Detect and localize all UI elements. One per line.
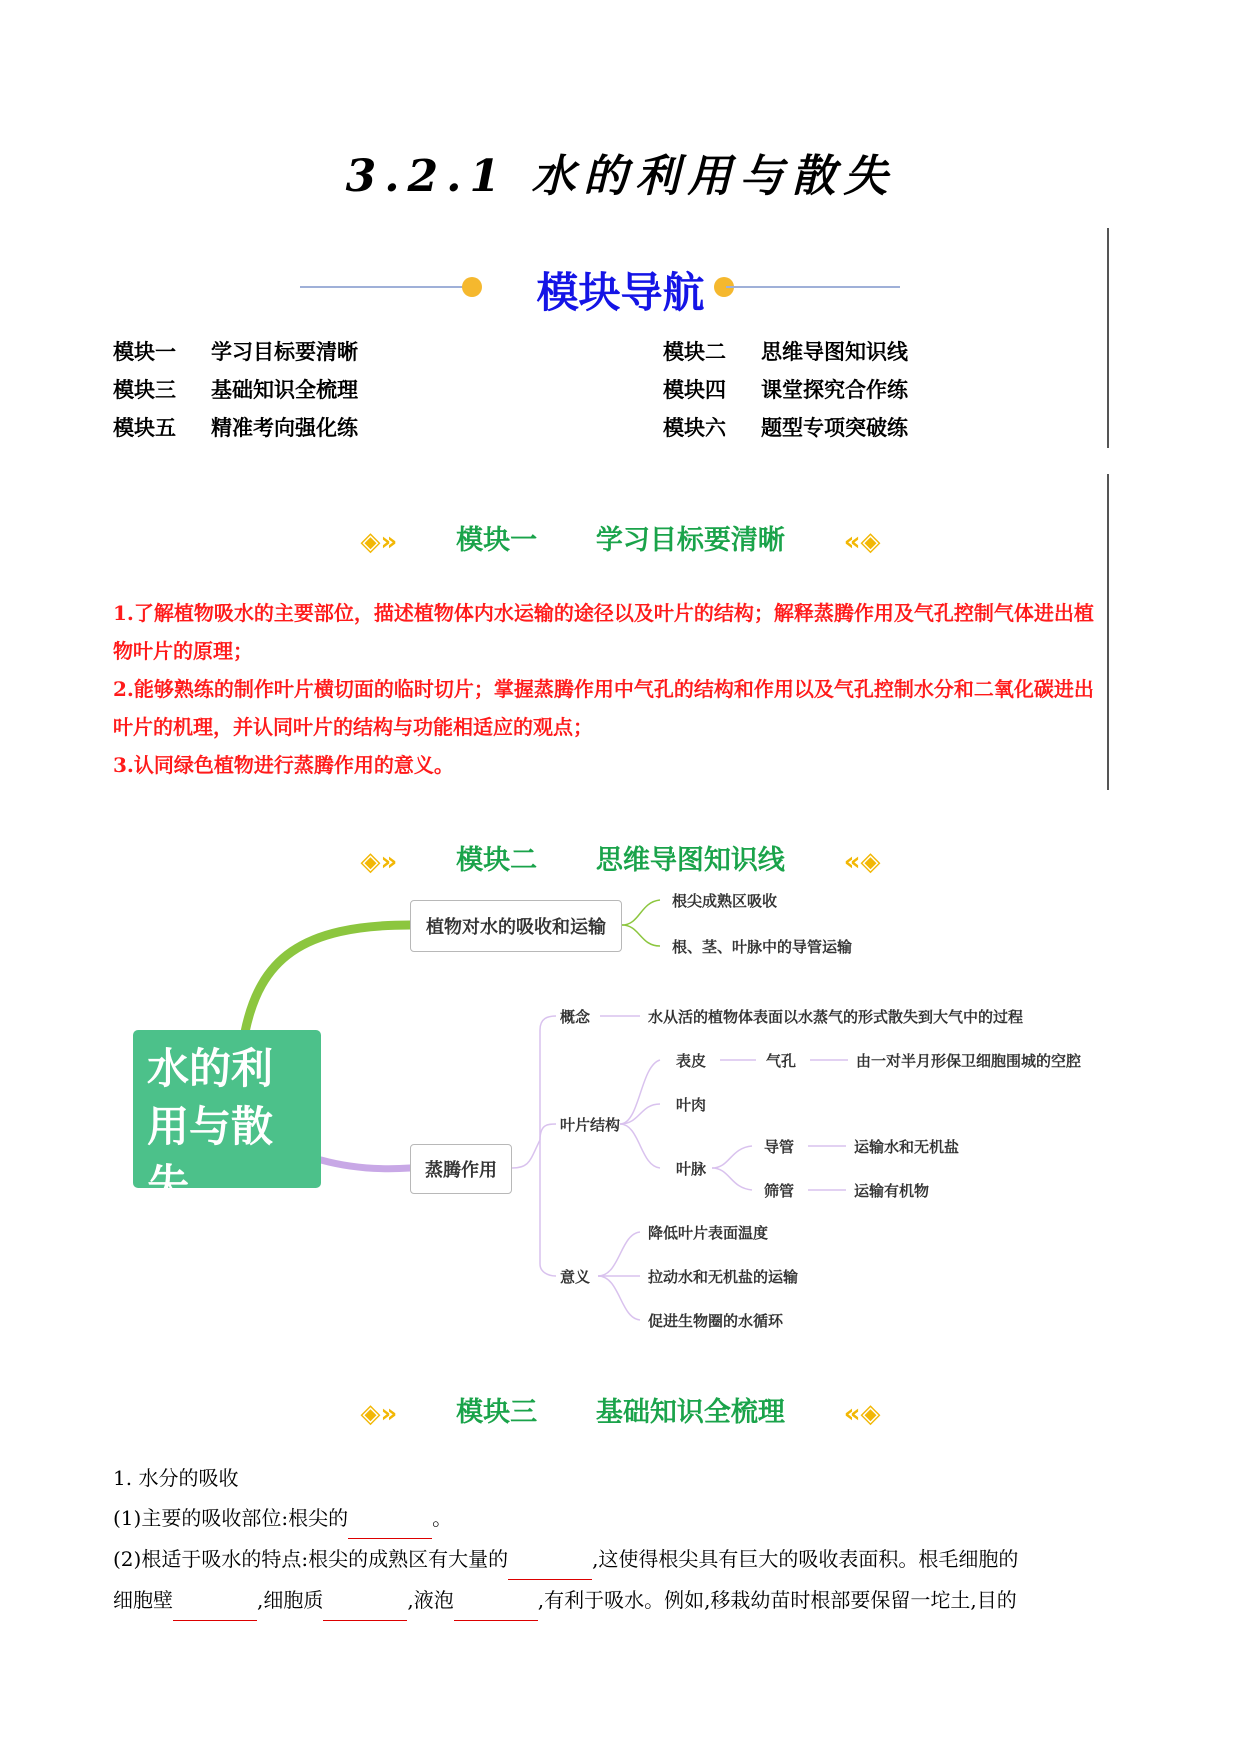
mindmap-leaf-structure: 叶片结构 — [560, 1116, 621, 1134]
mindmap-meaning-item-3: 促进生物圈的水循环 — [648, 1312, 784, 1330]
diamond-left-icon: «◈ — [843, 1398, 881, 1429]
diamond-left-icon: «◈ — [843, 526, 881, 557]
diamond-left-icon: «◈ — [843, 846, 881, 877]
mindmap-vessel: 导管 — [764, 1138, 795, 1156]
diamond-right-icon: ◈» — [360, 526, 398, 557]
objective-1: 1.了解植物吸水的主要部位，描述植物体内水运输的途径以及叶片的结构；解释蒸腾作用及气孔控制气体进出植物叶片的原理； — [113, 601, 1094, 663]
section3-line-3: 细胞壁 ,细胞质 ,液泡 ,有利于吸水。例如,移栽幼苗时根部要保留一坨土,目的 — [113, 1580, 1113, 1621]
section3-heading: ◈» 模块三 基础知识全梳理 «◈ — [360, 1397, 881, 1429]
fill-blank[interactable] — [323, 1580, 407, 1621]
mindmap-meaning-item-1: 降低叶片表面温度 — [648, 1224, 769, 1242]
mindmap-branch-absorption: 植物对水的吸收和运输 — [410, 900, 622, 952]
diamond-right-icon: ◈» — [360, 846, 398, 877]
mindmap-epidermis: 表皮 — [676, 1052, 707, 1070]
section3-line-2: (2)根适于吸水的特点:根尖的成熟区有大量的 ,这使得根尖具有巨大的吸收表面积。根毛细胞的 — [113, 1539, 1113, 1580]
section3-line-1: (1)主要的吸收部位:根尖的 。 — [113, 1498, 1113, 1539]
fill-blank[interactable] — [508, 1539, 592, 1580]
mindmap-vein: 叶脉 — [676, 1160, 707, 1178]
mindmap-branch1-item-2: 根、茎、叶脉中的导管运输 — [672, 938, 853, 956]
nav-item-2[interactable]: 模块二 思维导图知识线 — [663, 339, 908, 364]
fill-blank[interactable] — [454, 1580, 538, 1621]
section1-heading: ◈» 模块一 学习目标要清晰 «◈ — [360, 525, 881, 557]
mindmap-meaning: 意义 — [560, 1268, 591, 1286]
mindmap-stoma-text: 由一对半月形保卫细胞围城的空腔 — [856, 1052, 1082, 1070]
fill-blank[interactable] — [348, 1498, 432, 1539]
mindmap-branch1-item-1: 根尖成熟区吸收 — [672, 892, 778, 910]
mindmap-root: 水的利用与散失 — [133, 1030, 321, 1188]
mindmap-stoma: 气孔 — [766, 1052, 797, 1070]
nav-item-5[interactable]: 模块五 精准考向强化练 — [113, 415, 358, 440]
mindmap-mesophyll: 叶肉 — [676, 1096, 707, 1114]
section2-heading: ◈» 模块二 思维导图知识线 «◈ — [360, 845, 881, 877]
mindmap-concept: 概念 — [560, 1008, 591, 1026]
fill-blank[interactable] — [173, 1580, 257, 1621]
section3-subheading: 1. 水分的吸收 — [113, 1466, 239, 1490]
mindmap-sieve-text: 运输有机物 — [854, 1182, 930, 1200]
nav-item-4[interactable]: 模块四 课堂探究合作练 — [663, 377, 908, 402]
objective-2: 2.能够熟练的制作叶片横切面的临时切片；掌握蒸腾作用中气孔的结构和作用以及气孔控制水分和二氧化碳进出叶片的机理，并认同叶片的结构与功能相适应的观点； — [113, 677, 1094, 739]
nav-item-6[interactable]: 模块六 题型专项突破练 — [663, 415, 908, 440]
objective-3: 3.认同绿色植物进行蒸腾作用的意义。 — [113, 753, 454, 777]
mindmap-meaning-item-2: 拉动水和无机盐的运输 — [648, 1268, 799, 1286]
page-title: 3.2.1 水的利用与散失 — [345, 151, 896, 202]
nav-item-1[interactable]: 模块一 学习目标要清晰 — [113, 339, 358, 364]
mindmap-sieve: 筛管 — [764, 1182, 795, 1200]
section3-body — [113, 1458, 1113, 1621]
mindmap-vessel-text: 运输水和无机盐 — [854, 1138, 960, 1156]
mindmap-branch-transpiration: 蒸腾作用 — [410, 1144, 512, 1194]
nav-item-3[interactable]: 模块三 基础知识全梳理 — [113, 377, 358, 402]
nav-title: 模块导航 — [536, 268, 705, 317]
diamond-right-icon: ◈» — [360, 1398, 398, 1429]
mindmap-concept-text: 水从活的植物体表面以水蒸气的形式散失到大气中的过程 — [648, 1008, 1024, 1026]
